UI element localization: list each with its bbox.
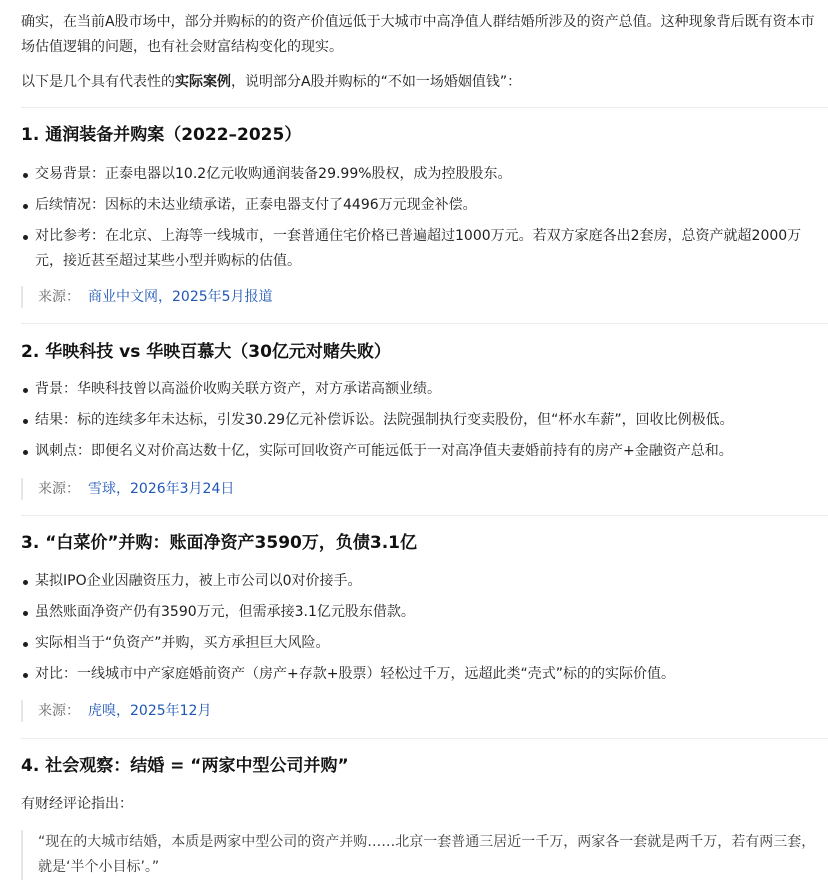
list-item: 对比：一线城市中产家庭婚前资产（房产+存款+股票）轻松过千万，远超此类“壳式”标的的实际价值。 [21,662,811,687]
section-divider [21,107,828,108]
section-title: 4. 社会观察：结婚 = “两家中型公司并购” [21,756,349,776]
bullet-list [21,377,811,464]
source-citation [21,700,211,722]
intro-lead-paragraph [21,70,521,95]
source-citation [21,286,273,308]
intro-lead-bold: 实际案例 [175,74,231,90]
section-title: 2. 华映科技 vs 华映百慕大（30亿元对赌失败） [21,342,391,362]
section-divider [21,738,828,739]
list-item: 某拟IPO企业因融资压力，被上市公司以0对价接手。 [21,569,811,594]
bullet-list [21,569,811,687]
list-item: 交易背景：正泰电器以10.2亿元收购通润装备29.99%股权，成为控股股东。 [21,162,811,187]
source-link[interactable]: 雪球，2026年3月24日 [88,481,235,497]
source-label: 来源： [38,703,80,719]
intro-lead-text: 以下是几个具有代表性的 [21,74,175,90]
section-divider [21,323,828,324]
section-divider [21,515,828,516]
list-item: 后续情况：因标的未达业绩承诺，正泰电器支付了4496万元现金补偿。 [21,193,811,218]
section-title: 1. 通润装备并购案（2022–2025） [21,125,302,145]
list-item: 结果：标的连续多年未达标，引发30.29亿元补偿诉讼。法院强制执行变卖股份，但“杯水车薪”，回收比例极低。 [21,408,811,433]
list-item: 对比参考：在北京、上海等一线城市，一套普通住宅价格已普遍超过1000万元。若双方家庭各出2套房，总资产就超2000万元，接近甚至超过某些小型并购标的估值。 [21,224,811,274]
commentary-intro: 有财经评论指出： [21,796,133,812]
list-item: 虽然账面净资产仍有3590万元，但需承接3.1亿元股东借款。 [21,600,811,625]
blockquote: “现在的大城市结婚，本质是两家中型公司的资产并购……北京一套普通三居近一千万，两家各一套就是两千万，若有两三套，就是‘半个小目标’。” [21,830,818,880]
section-title: 3. “白菜价”并购：账面净资产3590万，负债3.1亿 [21,533,417,553]
list-item: 讽刺点：即便名义对价高达数十亿，实际可回收资产可能远低于一对高净值夫妻婚前持有的房产+金融资产总和。 [21,439,811,464]
source-link[interactable]: 虎嗅，2025年12月 [88,703,212,719]
source-link[interactable]: 商业中文网，2025年5月报道 [88,289,273,305]
list-item: 背景：华映科技曾以高溢价收购关联方资产，对方承诺高额业绩。 [21,377,811,402]
source-label: 来源： [38,289,80,305]
intro-paragraph: 确实，在当前A股市场中，部分并购标的的资产价值远低于大城市中高净值人群结婚所涉及的资产总值。这种现象背后既有资本市场估值逻辑的问题，也有社会财富结构变化的现实。 [21,14,815,55]
intro-lead-tail: ，说明部分A股并购标的“不如一场婚姻值钱”： [231,74,522,90]
source-citation [21,478,234,500]
source-label: 来源： [38,481,80,497]
list-item: 实际相当于“负资产”并购，买方承担巨大风险。 [21,631,811,656]
bullet-list [21,162,811,274]
